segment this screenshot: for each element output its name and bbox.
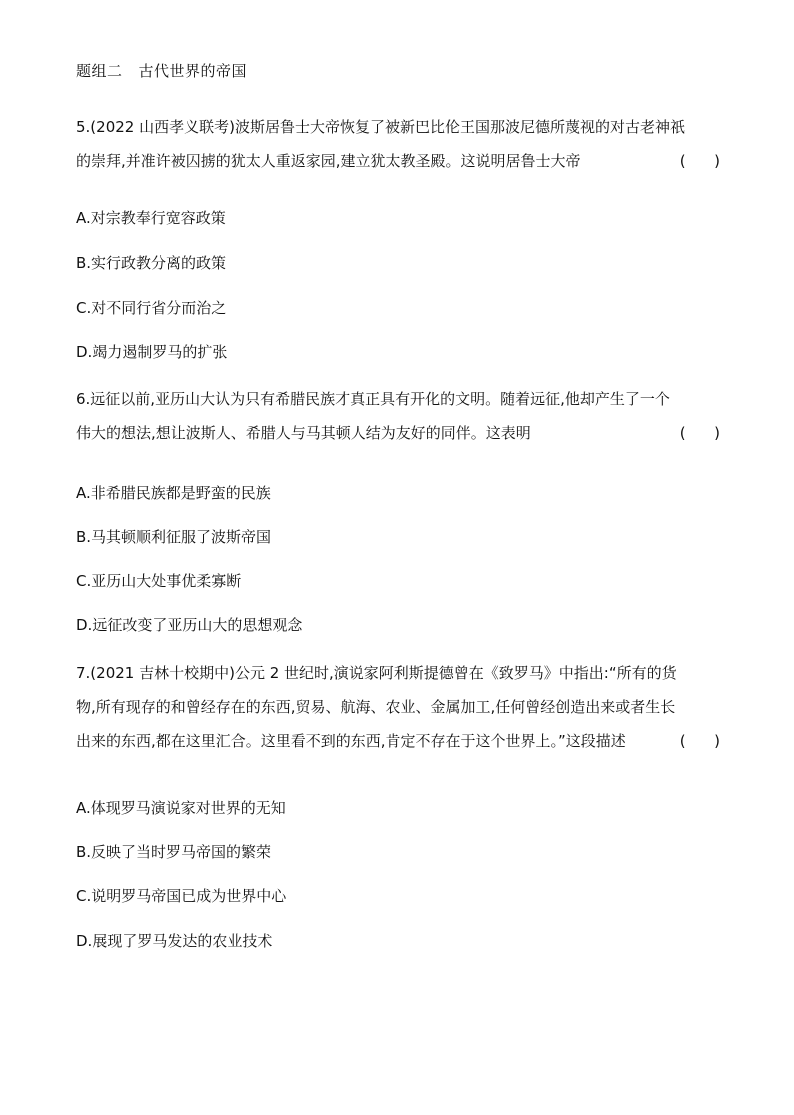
question-5-option-b: B.实行政教分离的政策: [76, 254, 227, 272]
question-7: [76, 656, 720, 758]
question-7-line-2: 物,所有现存的和曾经存在的东西,贸易、航海、农业、金属加工,任何曾经创造出来或者生长: [76, 698, 676, 716]
question-7-option-b: B.反映了当时罗马帝国的繁荣: [76, 843, 272, 861]
question-5: [76, 110, 720, 178]
question-6-option-c: C.亚历山大处事优柔寡断: [76, 572, 242, 590]
question-7-option-d: D.展现了罗马发达的农业技术: [76, 932, 273, 950]
section-title: 古代世界的帝国: [138, 62, 248, 80]
question-6-option-d: D.远征改变了亚历山大的思想观念: [76, 616, 303, 634]
question-7-line-3-text: 出来的东西,都在这里汇合。这里看不到的东西,肯定不存在于这个世界上。”这段描述: [76, 732, 626, 750]
question-5-option-c: C.对不同行省分而治之: [76, 299, 227, 317]
section-heading: [76, 60, 247, 81]
question-7-line-3: [76, 724, 720, 758]
answer-bracket: ( ): [679, 732, 720, 750]
answer-bracket: ( ): [679, 424, 720, 442]
question-7-line-1: 7.(2021 吉林十校期中)公元 2 世纪时,演说家阿利斯提德曾在《致罗马》中指出:“所有的货: [76, 664, 677, 682]
question-5-option-d: D.竭力遏制罗马的扩张: [76, 343, 228, 361]
question-5-line-1: 5.(2022 山西孝义联考)波斯居鲁士大帝恢复了被新巴比伦王国那波尼德所蔑视的对古老神祇: [76, 118, 685, 136]
question-6-line-2-text: 伟大的想法,想让波斯人、希腊人与马其顿人结为友好的同伴。这表明: [76, 424, 531, 442]
section-label: 题组二: [76, 62, 123, 80]
question-6-option-a: A.非希腊民族都是野蛮的民族: [76, 484, 271, 502]
question-5-line-2: [76, 144, 720, 178]
question-5-line-2-text: 的崇拜,并准许被囚掳的犹太人重返家园,建立犹太教圣殿。这说明居鲁士大帝: [76, 152, 581, 170]
question-6-line-2: [76, 416, 720, 450]
answer-bracket: ( ): [679, 152, 720, 170]
question-5-option-a: A.对宗教奉行宽容政策: [76, 209, 226, 227]
question-7-option-a: A.体现罗马演说家对世界的无知: [76, 799, 286, 817]
question-6-line-1: 6.远征以前,亚历山大认为只有希腊民族才真正具有开化的文明。随着远征,他却产生了一个: [76, 390, 670, 408]
question-6: [76, 382, 720, 450]
question-6-option-b: B.马其顿顺利征服了波斯帝国: [76, 528, 272, 546]
question-7-option-c: C.说明罗马帝国已成为世界中心: [76, 887, 287, 905]
